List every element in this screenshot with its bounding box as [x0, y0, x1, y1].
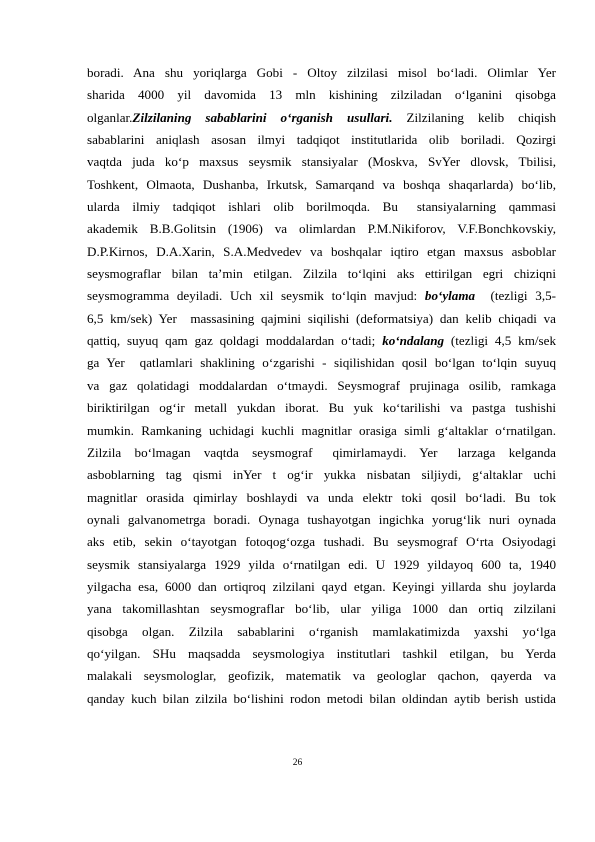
text-line [87, 643, 556, 665]
text-segment: Zilzilaning kelib chiqish [392, 109, 556, 125]
text-line [87, 487, 556, 509]
text-segment: D.P.Kirnos, D.A.Xarin, S.A.Medvedev va boshqalar iqtiro etgan maxsus asboblar [87, 243, 556, 259]
text-segment: qattiq, suyuq qam gaz qoldagi moddalardan o‘tadi; [87, 333, 383, 349]
text-segment: magnitlar orasida qimirlay boshlaydi va unda elektr toki qosil bo‘ladi. Bu tok [87, 489, 556, 505]
text-line [87, 84, 556, 106]
text-segment: 6,5 km/sek) Yer massasining qajmini siqilishi (deformatsiya) dan kelib chiqadi va [87, 310, 556, 326]
text-line [87, 688, 556, 710]
text-segment: asboblarning tag qismi inYer t og‘ir yukka nisbatan siljiydi, g‘altaklar uchi [87, 467, 556, 483]
text-segment: oynali galvanometrga boradi. Oynaga tushayotgan ingichka yorug‘lik nuri oynada [87, 511, 556, 527]
text-segment: ga Yer qatlamlari shaklining o‘zgarishi - siqilishidan qosil bo‘lgan to‘lqin suyuq [87, 355, 556, 371]
text-line [87, 554, 556, 576]
text-segment: seysmograflar bilan ta’min etilgan. Zilzila to‘lqini aks ettirilgan egri chiziqni [87, 266, 556, 282]
text-segment: (tezligi 4,5 km/sek [444, 333, 556, 349]
text-segment: qisobga olgan. Zilzila sabablarini o‘rganish mamlakatimizda yaxshi yo‘lga [87, 623, 556, 639]
text-line [87, 352, 556, 374]
text-line [87, 263, 556, 285]
text-segment: Zilzila bo‘lmagan vaqtda seysmograf qimirlamaydi. Yer larzaga kelganda [87, 444, 556, 460]
text-line [87, 285, 556, 307]
text-line [87, 397, 556, 419]
text-segment: malakali seysmologlar, geofizik, matematik va geologlar qachon, qayerda va [87, 668, 556, 684]
page-number: 26 [292, 758, 303, 768]
text-line [87, 62, 556, 84]
text-line [87, 330, 556, 352]
text-line [87, 576, 556, 598]
text-segment: mumkin. Ramkaning uchidagi kuchli magnitlar orasiga simli g‘altaklar o‘rnatilgan. [87, 422, 556, 438]
text-line [87, 241, 556, 263]
emphasized-text: bo‘ylama [424, 288, 476, 304]
text-segment: olganlar. [87, 109, 133, 125]
text-line [87, 308, 556, 330]
text-line [87, 442, 556, 464]
text-line [87, 509, 556, 531]
text-segment: qo‘yilgan. SHu maqsadda seysmologiya institutlari tashkil etilgan, bu Yerda [87, 645, 556, 661]
text-segment: (tezligi 3,5- [475, 288, 556, 304]
text-segment: seysmogramma deyiladi. Uch xil seysmik to‘lqin mavjud: [87, 288, 425, 304]
text-segment: yilgacha esa, 6000 dan ortiqroq zilzilani qayd etgan. Keyingi yillarda shu joylarda [87, 578, 556, 594]
text-segment: va gaz qolatidagi moddalardan o‘tmaydi. Seysmograf prujinaga osilib, ramkaga [87, 377, 556, 393]
text-line [87, 621, 556, 643]
text-line [87, 598, 556, 620]
text-segment: Toshkent, Olmaota, Dushanba, Irkutsk, Samarqand va boshqa shaqarlarda) bo‘lib, [87, 176, 556, 192]
text-line [87, 218, 556, 240]
text-segment: sabablarini aniqlash asosan ilmyi tadqiqot institutlarida olib boriladi. Qozirgi [87, 132, 556, 148]
text-line [87, 420, 556, 442]
text-segment: ularda ilmiy tadqiqot ishlari olib borilmoqda. Bu stansiyalarning qammasi [87, 199, 556, 215]
document-body [87, 62, 556, 710]
text-segment: biriktirilgan og‘ir metall yukdan iborat. Bu yuk ko‘tarilishi va pastga tushishi [87, 400, 556, 416]
text-line [87, 665, 556, 687]
text-line [87, 464, 556, 486]
text-segment: sharida 4000 yil davomida 13 mln kishining zilziladan o‘lganini qisobga [87, 87, 556, 103]
emphasized-text: ko‘ndalang [382, 333, 445, 349]
text-line [87, 196, 556, 218]
text-line [87, 375, 556, 397]
text-line [87, 129, 556, 151]
text-line [87, 107, 556, 129]
text-segment: qanday kuch bilan zilzila bo‘lishini rodon metodi bilan oldindan aytib berish ustida [87, 690, 556, 706]
text-segment: aks etib, sekin o‘tayotgan fotoqog‘ozga tushadi. Bu seysmograf O‘rta Osiyodagi [87, 534, 556, 550]
emphasized-text: Zilzilaning sabablarini o‘rganish usullari. [132, 109, 393, 125]
text-line [87, 174, 556, 196]
text-line [87, 151, 556, 173]
text-segment: akademik B.B.Golitsin (1906) va olimlardan P.M.Nikiforov, V.F.Bonchkovskiy, [87, 221, 556, 237]
text-segment: yana takomillashtan seysmograflar bo‘lib, ular yiliga 1000 dan ortiq zilzilani [87, 601, 556, 617]
text-line [87, 531, 556, 553]
text-segment: seysmik stansiyalarga 1929 yilda o‘rnatilgan edi. U 1929 yildayoq 600 ta, 1940 [87, 556, 556, 572]
text-segment: vaqtda juda ko‘p maxsus seysmik stansiyalar (Moskva, SvYer dlovsk, Tbilisi, [87, 154, 556, 170]
text-segment: boradi. Ana shu yoriqlarga Gobi - Oltoy zilzilasi misol bo‘ladi. Olimlar Yer [87, 65, 556, 80]
